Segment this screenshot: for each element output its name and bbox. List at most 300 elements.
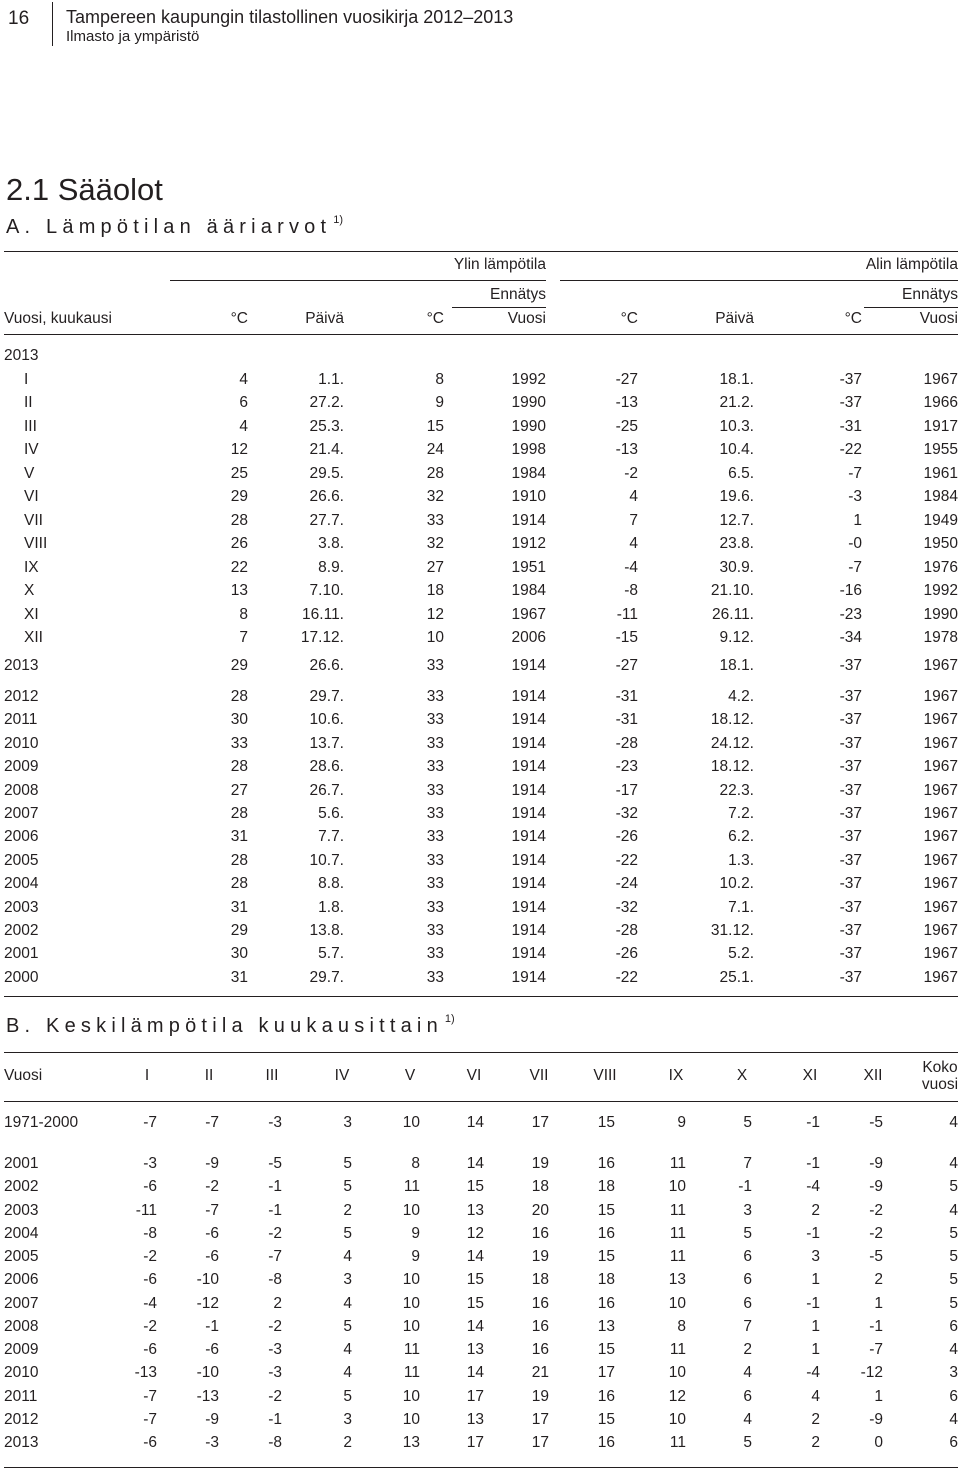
year-row-cell: 7.2. bbox=[728, 805, 754, 822]
data-row-cell: 17 bbox=[531, 1410, 549, 1428]
month-row-label: V bbox=[24, 464, 35, 482]
data-row-cell: 10 bbox=[402, 1387, 420, 1405]
year-row-cell: 33 bbox=[426, 898, 444, 916]
data-row-cell: 13 bbox=[466, 1341, 484, 1358]
month-row-cell: 23.8. bbox=[719, 535, 754, 553]
data-row-cell: 5 bbox=[343, 1387, 352, 1405]
year-row-cell: -37 bbox=[839, 758, 862, 776]
year-row-cell: 1967 bbox=[923, 734, 958, 752]
data-row-cell: -5 bbox=[869, 1248, 883, 1265]
year-row-cell: 24.12. bbox=[710, 734, 754, 752]
data-row-cell: -2 bbox=[143, 1248, 157, 1265]
year-row-cell: -28 bbox=[615, 922, 638, 939]
data-row-cell: 13 bbox=[597, 1317, 615, 1335]
data-row-cell: 10 bbox=[668, 1364, 686, 1382]
year-row-cell: 27 bbox=[230, 781, 248, 799]
data-row-cell: -1 bbox=[268, 1201, 282, 1219]
month-row-cell: 1992 bbox=[511, 371, 546, 388]
data-row-cell: 5 bbox=[343, 1155, 352, 1172]
year-row-cell: -37 bbox=[839, 828, 862, 846]
data-row-cell: 13 bbox=[466, 1201, 484, 1219]
month-row-cell: 32 bbox=[426, 488, 444, 506]
data-row-cell: 4 bbox=[949, 1410, 958, 1428]
column-header: XII bbox=[863, 1067, 883, 1084]
data-row-cell: -1 bbox=[205, 1317, 219, 1335]
data-row-cell: -7 bbox=[268, 1248, 282, 1265]
month-row-label: I bbox=[24, 371, 29, 388]
month-row-cell: -16 bbox=[839, 582, 862, 600]
year-row-cell: 13.8. bbox=[309, 922, 344, 939]
year-row-cell: -37 bbox=[839, 968, 862, 986]
data-row-cell: 6 bbox=[949, 1434, 958, 1451]
year-row-cell: 1914 bbox=[511, 828, 546, 846]
year-row-cell: -32 bbox=[615, 898, 638, 916]
month-row-cell: 8.9. bbox=[318, 558, 344, 576]
month-row-cell: 21.2. bbox=[719, 394, 754, 412]
year-row-cell: 1914 bbox=[511, 945, 546, 963]
data-row-cell: 14 bbox=[466, 1155, 484, 1172]
data-row-cell: 12 bbox=[466, 1224, 484, 1242]
month-row-label: II bbox=[24, 394, 33, 412]
year-row-label: 2009 bbox=[4, 758, 39, 776]
month-row-cell: -27 bbox=[615, 371, 638, 388]
normal-row-cell: 10 bbox=[402, 1114, 420, 1131]
year-row-cell: 22.3. bbox=[719, 781, 754, 799]
data-row-cell: 1 bbox=[811, 1341, 820, 1358]
year-row-cell: 28 bbox=[230, 688, 248, 705]
year-row-cell: 26.7. bbox=[309, 781, 344, 799]
data-row-cell: 11 bbox=[403, 1178, 420, 1196]
data-row-cell: 4 bbox=[949, 1201, 958, 1219]
data-row-cell: -5 bbox=[268, 1155, 282, 1172]
month-row-cell: -37 bbox=[839, 371, 862, 388]
month-row-cell: 8 bbox=[435, 371, 444, 388]
column-header: VI bbox=[466, 1067, 482, 1084]
month-row-cell: 29 bbox=[230, 488, 248, 506]
year-row-cell: 33 bbox=[426, 734, 444, 752]
data-row-cell: 16 bbox=[597, 1387, 615, 1405]
year-total-row-cell: -37 bbox=[839, 657, 862, 674]
data-row-label: 2002 bbox=[4, 1178, 39, 1196]
month-row-cell: 4 bbox=[629, 535, 638, 553]
data-row-cell: -4 bbox=[143, 1294, 157, 1312]
year-row-cell: -26 bbox=[615, 828, 638, 846]
year-row-label: 2004 bbox=[4, 875, 39, 893]
data-row-cell: -2 bbox=[869, 1224, 883, 1242]
data-row-cell: -1 bbox=[806, 1294, 820, 1312]
data-row-cell: -2 bbox=[869, 1201, 883, 1219]
year-row-cell: 33 bbox=[426, 875, 444, 893]
year-row-cell: 8.8. bbox=[318, 875, 344, 893]
column-header-koko-vuosi bbox=[910, 1059, 960, 1093]
column-header: IX bbox=[668, 1067, 684, 1084]
data-row-cell: 10 bbox=[402, 1201, 420, 1219]
year-row-cell: 7.1. bbox=[728, 898, 754, 916]
month-row-cell: 12.7. bbox=[719, 511, 754, 529]
month-row-cell: -8 bbox=[624, 582, 638, 600]
month-row-cell: 3.8. bbox=[318, 535, 344, 553]
record-min-rule bbox=[864, 307, 958, 308]
data-row-cell: 0 bbox=[874, 1434, 883, 1451]
data-row-cell: 15 bbox=[597, 1248, 615, 1265]
month-row-cell: 21.4. bbox=[309, 441, 344, 459]
year-row-cell: -37 bbox=[839, 851, 862, 869]
year-total-row-cell: -27 bbox=[615, 657, 638, 674]
month-row-cell: 1.1. bbox=[318, 371, 344, 388]
year-row-cell: 1.8. bbox=[318, 898, 344, 916]
month-row-cell: 1917 bbox=[923, 417, 958, 435]
data-row-cell: -6 bbox=[205, 1224, 219, 1242]
data-row-cell: 2 bbox=[343, 1201, 352, 1219]
month-row-cell: 27.7. bbox=[309, 511, 344, 529]
column-header: III bbox=[265, 1067, 279, 1084]
data-row-cell: 14 bbox=[466, 1317, 484, 1335]
data-row-cell: 13 bbox=[466, 1410, 484, 1428]
data-row-label: 2001 bbox=[4, 1155, 39, 1172]
data-row-cell: 4 bbox=[949, 1341, 958, 1358]
month-row-cell: -0 bbox=[848, 535, 862, 553]
data-row-cell: 1 bbox=[874, 1387, 883, 1405]
year-row-cell: 10.6. bbox=[309, 711, 344, 729]
year-row-cell: -37 bbox=[839, 781, 862, 799]
year-row-cell: -37 bbox=[839, 805, 862, 822]
year-row-cell: 1914 bbox=[511, 875, 546, 893]
normal-row-cell: -3 bbox=[268, 1114, 282, 1131]
year-row-cell: 1967 bbox=[923, 898, 958, 916]
data-row-cell: 17 bbox=[597, 1364, 615, 1382]
data-row-label: 2006 bbox=[4, 1271, 39, 1289]
month-row-cell: 27 bbox=[426, 558, 444, 576]
month-row-cell: 7.10. bbox=[309, 582, 344, 600]
month-row-cell: 7 bbox=[239, 628, 248, 646]
year-row-cell: -37 bbox=[839, 898, 862, 916]
month-row-cell: 25 bbox=[230, 464, 248, 482]
data-row-cell: -11 bbox=[135, 1201, 157, 1219]
month-row-cell: 9.12. bbox=[719, 628, 754, 646]
data-row-cell: 4 bbox=[343, 1248, 352, 1265]
data-row-cell: 5 bbox=[343, 1317, 352, 1335]
month-row-cell: 6 bbox=[239, 394, 248, 412]
month-row-label: X bbox=[24, 582, 35, 600]
year-row-cell: 4.2. bbox=[728, 688, 754, 705]
year-row-label: 2002 bbox=[4, 922, 39, 939]
data-row-cell: 6 bbox=[743, 1387, 752, 1405]
data-row-cell: 5 bbox=[949, 1294, 958, 1312]
year-total-row-cell: 33 bbox=[426, 657, 444, 674]
year-row-cell: 1.3. bbox=[728, 851, 754, 869]
year-row-label: 2006 bbox=[4, 828, 39, 846]
data-row-cell: -2 bbox=[268, 1387, 282, 1405]
data-row-cell: 6 bbox=[949, 1387, 958, 1405]
data-row-cell: -8 bbox=[268, 1434, 282, 1451]
year-row-cell: 1914 bbox=[511, 805, 546, 822]
data-row-cell: 2 bbox=[811, 1201, 820, 1219]
month-row-cell: -13 bbox=[615, 441, 638, 459]
data-row-cell: 2 bbox=[874, 1271, 883, 1289]
year-row-cell: 30 bbox=[230, 711, 248, 729]
year-row-cell: 33 bbox=[426, 828, 444, 846]
data-row-cell: -13 bbox=[134, 1364, 157, 1382]
month-row-cell: -34 bbox=[839, 628, 862, 646]
normal-row-cell: 17 bbox=[531, 1114, 549, 1131]
month-row-cell: 1998 bbox=[511, 441, 546, 459]
data-row-cell: 7 bbox=[743, 1317, 752, 1335]
data-row-cell: -6 bbox=[143, 1271, 157, 1289]
table-a-footnote-mark: 1) bbox=[333, 214, 344, 226]
data-row-cell: 2 bbox=[743, 1341, 752, 1358]
data-row-cell: 11 bbox=[403, 1364, 420, 1382]
month-row-cell: 4 bbox=[239, 417, 248, 435]
data-row-cell: 16 bbox=[531, 1294, 549, 1312]
record-header-max: Ennätys bbox=[489, 286, 546, 303]
data-row-cell: 3 bbox=[343, 1410, 352, 1428]
column-header: Vuosi bbox=[507, 310, 546, 327]
table-b-title bbox=[6, 1015, 455, 1038]
page-number: 16 bbox=[8, 8, 30, 29]
year-row-cell: -37 bbox=[839, 688, 862, 705]
month-row-cell: 1984 bbox=[511, 582, 546, 600]
data-row-cell: -9 bbox=[205, 1155, 219, 1172]
data-row-cell: -1 bbox=[268, 1178, 282, 1196]
year-row-cell: -22 bbox=[615, 851, 638, 869]
normal-row-cell: 3 bbox=[343, 1114, 352, 1131]
month-row-cell: -11 bbox=[616, 605, 638, 623]
normal-row-cell: 14 bbox=[466, 1114, 484, 1131]
data-row-cell: 5 bbox=[743, 1224, 752, 1242]
data-row-label: 2004 bbox=[4, 1224, 39, 1242]
month-row-cell: -3 bbox=[848, 488, 862, 506]
year-row-cell: 33 bbox=[426, 851, 444, 869]
data-row-cell: 5 bbox=[743, 1434, 752, 1451]
month-row-cell: -25 bbox=[615, 417, 638, 435]
data-row-label: 2010 bbox=[4, 1364, 39, 1382]
data-row-cell: 18 bbox=[597, 1178, 615, 1196]
month-row-cell: 25.3. bbox=[309, 417, 344, 435]
month-row-cell: 13 bbox=[230, 582, 248, 600]
month-row-cell: -37 bbox=[839, 394, 862, 412]
year-row-cell: -37 bbox=[839, 734, 862, 752]
data-row-cell: -4 bbox=[806, 1178, 820, 1196]
koko-line-2: vuosi bbox=[921, 1076, 959, 1093]
data-row-cell: 15 bbox=[466, 1294, 484, 1312]
data-row-cell: 5 bbox=[343, 1178, 352, 1196]
year-row-cell: -23 bbox=[615, 758, 638, 776]
month-row-cell: -31 bbox=[839, 417, 862, 435]
data-row-cell: 6 bbox=[743, 1271, 752, 1289]
table-b-title-text: B. Keskilämpötila kuukausittain bbox=[6, 1015, 443, 1037]
month-row-cell: 1949 bbox=[923, 511, 958, 529]
month-row-cell: 1912 bbox=[511, 535, 546, 553]
normal-row-cell: 9 bbox=[677, 1114, 686, 1131]
data-row-cell: -10 bbox=[196, 1271, 219, 1289]
month-row-cell: -7 bbox=[848, 558, 862, 576]
data-row-cell: 4 bbox=[743, 1364, 752, 1382]
column-header: Vuosi, kuukausi bbox=[4, 310, 112, 327]
year-row-cell: 33 bbox=[426, 781, 444, 799]
data-row-cell: -9 bbox=[205, 1410, 219, 1428]
data-row-cell: 15 bbox=[597, 1201, 615, 1219]
koko-line-1: Koko bbox=[922, 1059, 958, 1076]
data-row-cell: 3 bbox=[743, 1201, 752, 1219]
month-row-cell: 8 bbox=[239, 605, 248, 623]
year-row-cell: -28 bbox=[615, 734, 638, 752]
month-row-cell: 1967 bbox=[923, 371, 958, 388]
year-row-cell: -22 bbox=[615, 968, 638, 986]
month-row-cell: 22 bbox=[230, 558, 248, 576]
data-row-cell: 15 bbox=[597, 1341, 615, 1358]
year-row-cell: 29 bbox=[230, 922, 248, 939]
month-row-cell: 1950 bbox=[923, 535, 958, 553]
year-row-cell: 1967 bbox=[923, 688, 958, 705]
month-row-cell: 10.4. bbox=[719, 441, 754, 459]
normal-row-cell: -7 bbox=[205, 1114, 219, 1131]
data-row-cell: 15 bbox=[597, 1410, 615, 1428]
month-row-cell: 1914 bbox=[511, 511, 546, 529]
data-row-cell: 14 bbox=[466, 1364, 484, 1382]
table-a-title-text: A. Lämpötilan ääriarvot bbox=[6, 216, 332, 238]
data-row-cell: 20 bbox=[531, 1201, 549, 1219]
data-row-cell: -6 bbox=[143, 1178, 157, 1196]
month-row-label: VII bbox=[24, 511, 43, 529]
normal-row-cell: 5 bbox=[743, 1114, 752, 1131]
year-row-cell: 5.7. bbox=[318, 945, 344, 963]
data-row-cell: 12 bbox=[668, 1387, 686, 1405]
column-header: I bbox=[144, 1067, 150, 1084]
data-row-cell: -1 bbox=[268, 1410, 282, 1428]
month-row-cell: 17.12. bbox=[300, 628, 344, 646]
column-header: °C bbox=[426, 310, 444, 327]
data-row-label: 2012 bbox=[4, 1410, 39, 1428]
data-row-cell: 19 bbox=[531, 1387, 549, 1405]
month-row-cell: 26 bbox=[230, 535, 248, 553]
data-row-cell: 18 bbox=[531, 1178, 549, 1196]
data-row-cell: -9 bbox=[869, 1155, 883, 1172]
month-row-cell: 33 bbox=[426, 511, 444, 529]
table-a-bottom-rule bbox=[4, 996, 958, 997]
data-row-cell: 3 bbox=[811, 1248, 820, 1265]
month-row-cell: -23 bbox=[839, 605, 862, 623]
year-row-cell: 1967 bbox=[923, 711, 958, 729]
month-row-cell: 10 bbox=[426, 628, 444, 646]
table-b-bottom-rule bbox=[4, 1467, 958, 1468]
data-row-cell: 3 bbox=[949, 1364, 958, 1382]
data-row-cell: 17 bbox=[466, 1434, 484, 1451]
month-row-label: IX bbox=[24, 558, 39, 576]
data-row-cell: -3 bbox=[268, 1341, 282, 1358]
data-row-cell: 4 bbox=[343, 1341, 352, 1358]
data-row-cell: -12 bbox=[860, 1364, 883, 1382]
column-header: IV bbox=[334, 1067, 350, 1084]
month-row-cell: 16.11. bbox=[302, 605, 344, 623]
data-row-label: 2007 bbox=[4, 1294, 39, 1312]
year-total-row-cell: 1914 bbox=[511, 657, 546, 674]
data-row-cell: -2 bbox=[268, 1317, 282, 1335]
year-row-cell: 1914 bbox=[511, 711, 546, 729]
data-row-cell: 5 bbox=[949, 1178, 958, 1196]
data-row-cell: 4 bbox=[343, 1294, 352, 1312]
data-row-cell: -6 bbox=[205, 1248, 219, 1265]
month-row-cell: 1910 bbox=[511, 488, 546, 506]
year-row-cell: 29.7. bbox=[309, 968, 344, 986]
year-row-cell: 1967 bbox=[923, 828, 958, 846]
normal-row-cell: -7 bbox=[143, 1114, 157, 1131]
data-row-cell: -3 bbox=[268, 1364, 282, 1382]
year-row-label: 2012 bbox=[4, 688, 39, 705]
year-row-label: 2008 bbox=[4, 781, 39, 799]
group-header-max: Ylin lämpötila bbox=[453, 256, 546, 273]
column-header: Päivä bbox=[715, 310, 754, 327]
data-row-cell: 10 bbox=[402, 1410, 420, 1428]
data-row-cell: 19 bbox=[531, 1248, 549, 1265]
year-row-cell: 18.12. bbox=[710, 711, 754, 729]
year-row-cell: 18.12. bbox=[710, 758, 754, 776]
year-row-cell: 1914 bbox=[511, 851, 546, 869]
month-row-cell: 1978 bbox=[923, 628, 958, 646]
year-row-cell: 25.1. bbox=[719, 968, 754, 986]
month-row-cell: -2 bbox=[624, 464, 638, 482]
month-row-cell: 9 bbox=[435, 394, 444, 412]
data-row-cell: 11 bbox=[669, 1201, 686, 1219]
data-row-cell: -10 bbox=[196, 1364, 219, 1382]
year-row-cell: 28.6. bbox=[309, 758, 344, 776]
data-row-cell: -2 bbox=[268, 1224, 282, 1242]
year-row-cell: 1967 bbox=[923, 781, 958, 799]
section-title: 2.1 Sääolot bbox=[6, 172, 163, 207]
year-row-cell: -31 bbox=[615, 711, 638, 729]
year-row-cell: 1914 bbox=[511, 781, 546, 799]
column-header: II bbox=[204, 1067, 214, 1084]
data-row-label: 2008 bbox=[4, 1317, 39, 1335]
data-row-cell: 11 bbox=[669, 1224, 686, 1242]
year-row-cell: -17 bbox=[615, 781, 638, 799]
data-row-cell: 16 bbox=[597, 1224, 615, 1242]
data-row-cell: -6 bbox=[143, 1434, 157, 1451]
data-row-label: 2005 bbox=[4, 1248, 39, 1265]
normal-row-cell: 15 bbox=[597, 1114, 615, 1131]
data-row-cell: 2 bbox=[811, 1434, 820, 1451]
data-row-cell: 11 bbox=[669, 1434, 686, 1451]
data-row-cell: 18 bbox=[597, 1271, 615, 1289]
data-row-cell: -2 bbox=[205, 1178, 219, 1196]
year-row-label: 2003 bbox=[4, 898, 39, 916]
column-header: XI bbox=[802, 1067, 818, 1084]
year-row-cell: 6.2. bbox=[728, 828, 754, 846]
table-b-top-rule bbox=[4, 1052, 958, 1053]
year-row-cell: 1914 bbox=[511, 922, 546, 939]
year-row-cell: 31 bbox=[230, 968, 248, 986]
data-row-cell: -7 bbox=[143, 1387, 157, 1405]
data-row-cell: 4 bbox=[811, 1387, 820, 1405]
month-row-cell: 1961 bbox=[923, 464, 958, 482]
year-row-cell: 1967 bbox=[923, 945, 958, 963]
year-row-cell: 1967 bbox=[923, 968, 958, 986]
table-a-top-rule bbox=[4, 251, 958, 252]
year-row-label: 2011 bbox=[4, 711, 38, 729]
data-row-cell: -7 bbox=[205, 1201, 219, 1219]
month-row-label: IV bbox=[24, 441, 39, 459]
year-row-cell: -37 bbox=[839, 875, 862, 893]
data-row-cell: -13 bbox=[196, 1387, 219, 1405]
data-row-cell: 19 bbox=[531, 1155, 549, 1172]
month-row-cell: 1951 bbox=[511, 558, 546, 576]
data-row-cell: -4 bbox=[806, 1364, 820, 1382]
data-row-label: 2011 bbox=[4, 1387, 38, 1405]
record-max-rule bbox=[452, 307, 546, 308]
year-row-cell: -26 bbox=[615, 945, 638, 963]
month-row-cell: 1976 bbox=[923, 558, 958, 576]
data-row-cell: 18 bbox=[531, 1271, 549, 1289]
data-row-cell: 8 bbox=[411, 1155, 420, 1172]
